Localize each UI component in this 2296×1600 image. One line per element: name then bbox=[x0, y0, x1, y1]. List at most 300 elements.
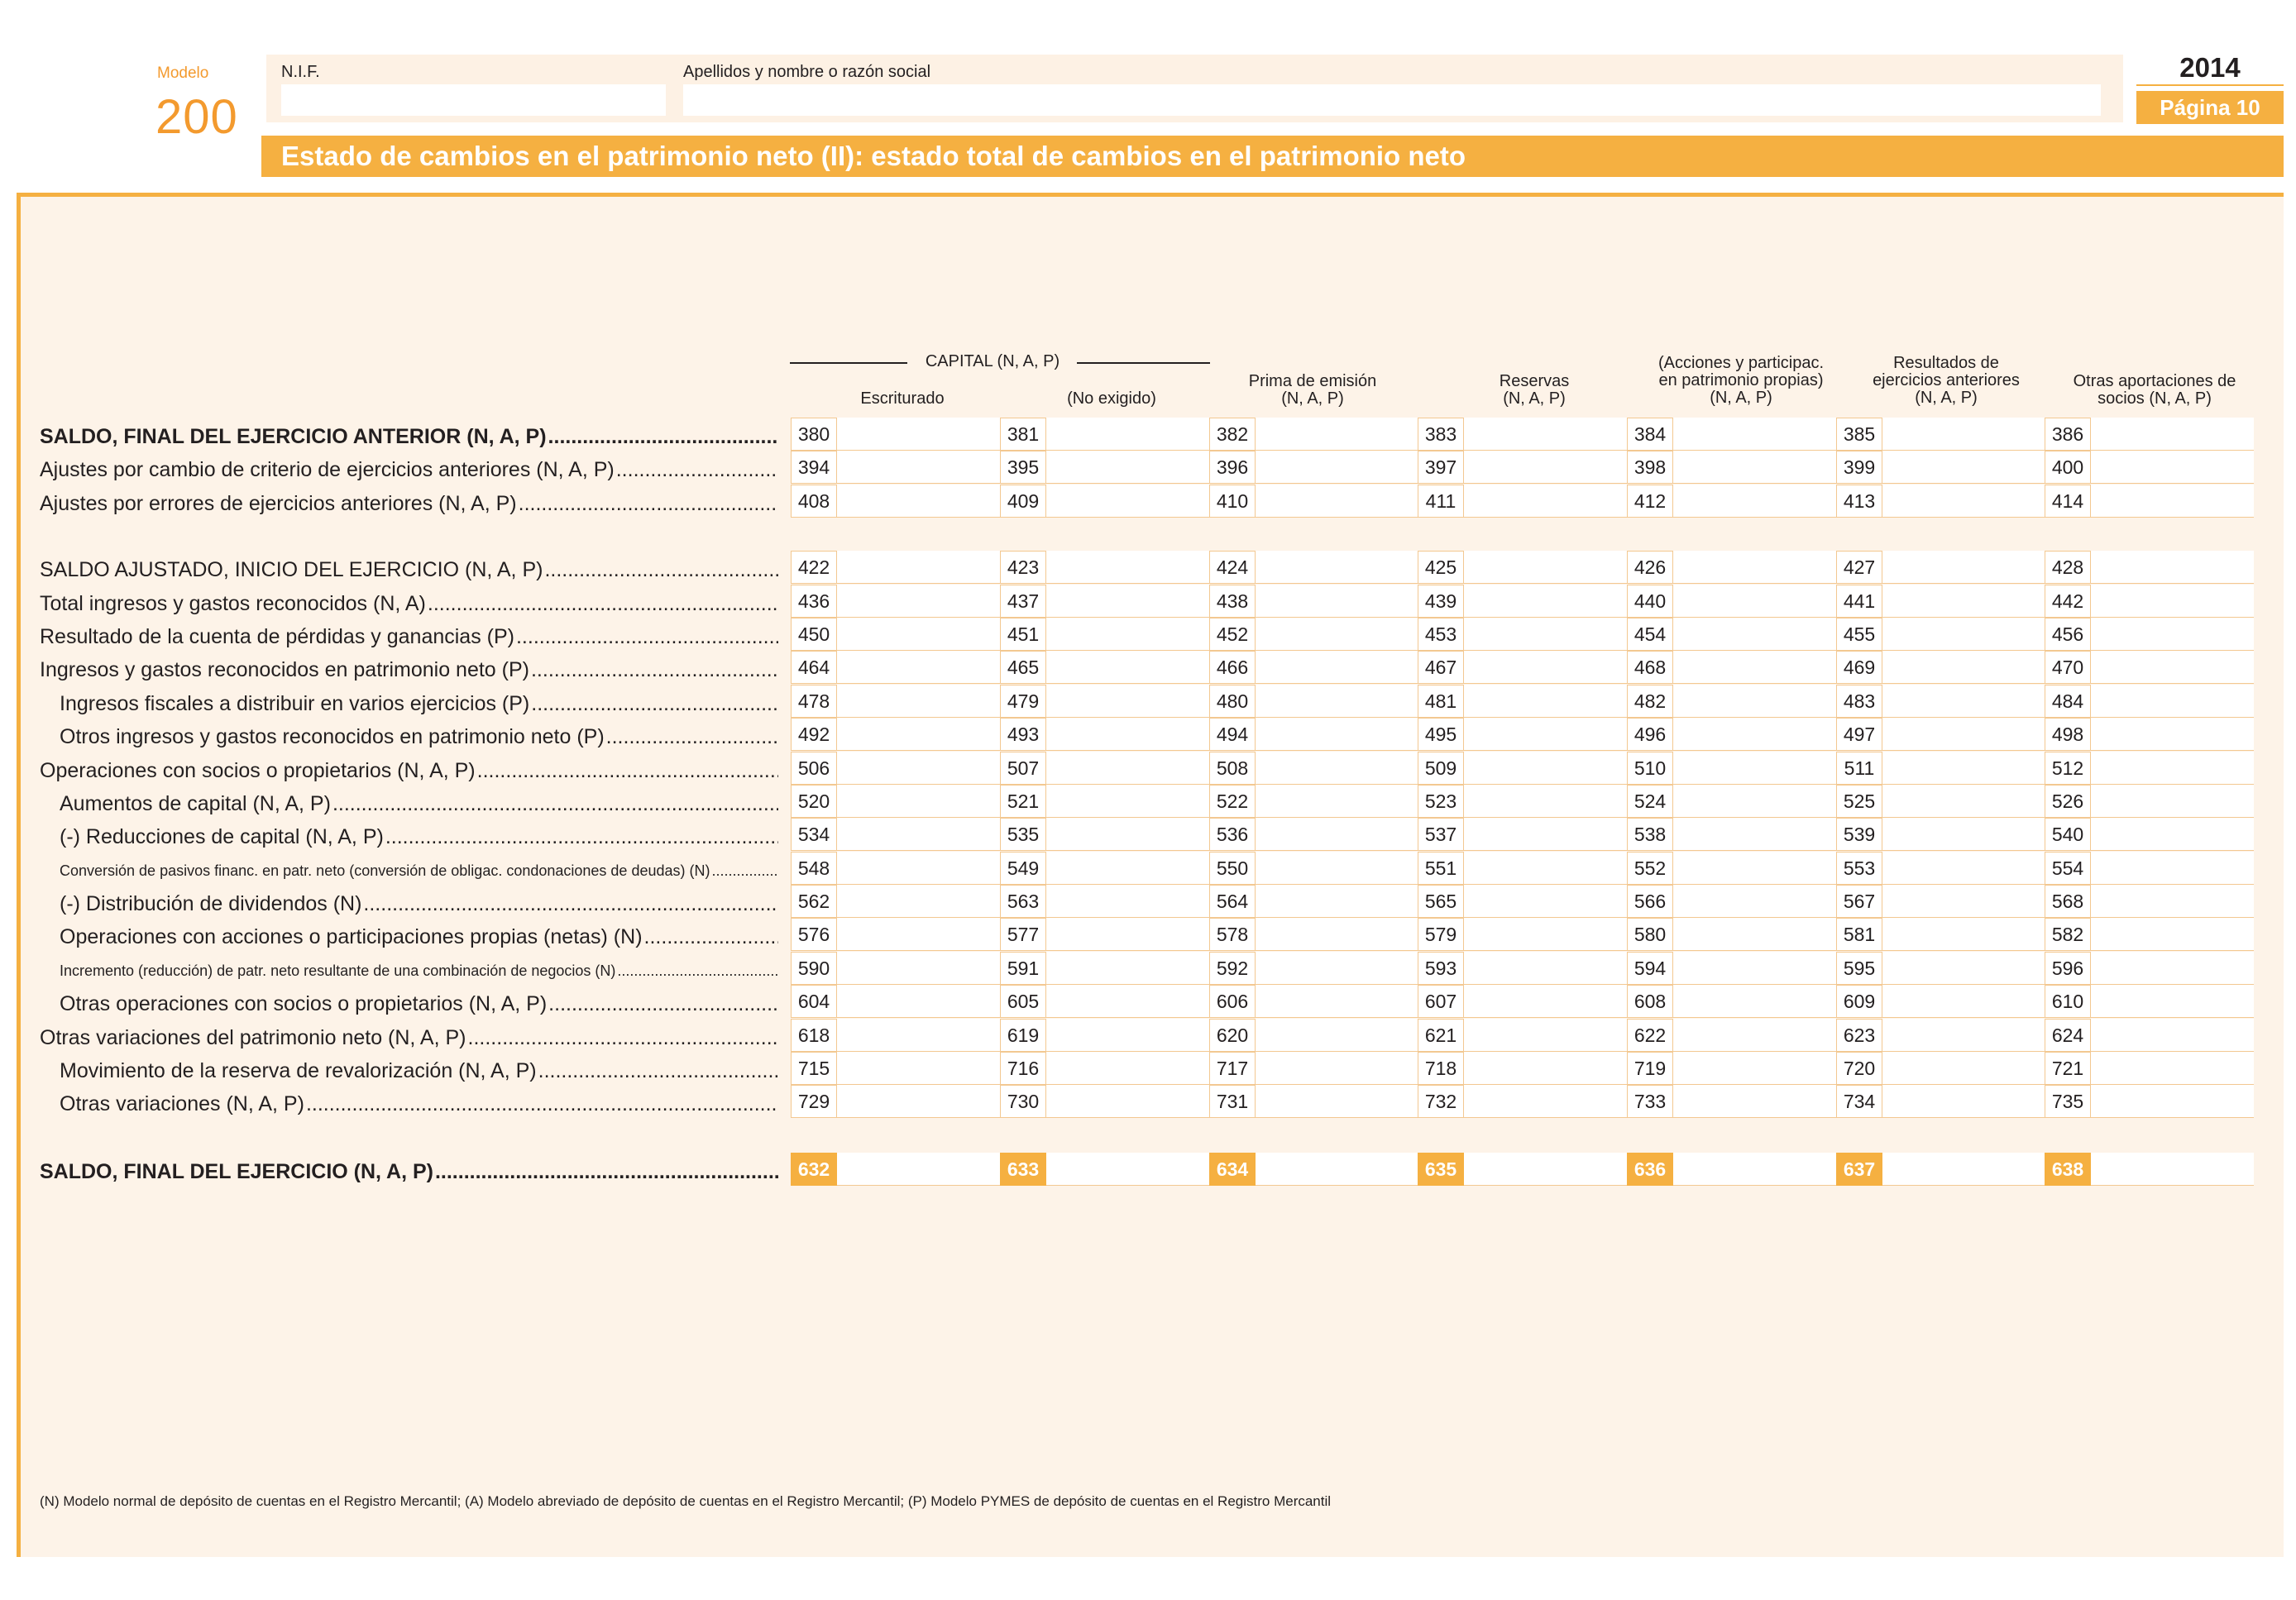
nif-label: N.I.F. bbox=[281, 63, 320, 81]
row-label-text: Otras operaciones con socios o propietarios (N, A, P) bbox=[60, 992, 548, 1015]
amount-field[interactable] bbox=[1418, 852, 1627, 885]
box-code: 592 bbox=[1209, 952, 1256, 985]
amount-field[interactable] bbox=[791, 952, 1000, 985]
box-code: 622 bbox=[1627, 1019, 1673, 1052]
box-code: 554 bbox=[2045, 852, 2091, 885]
leader-dots bbox=[428, 591, 778, 616]
row-label bbox=[40, 557, 778, 582]
column-header-escriturado bbox=[791, 390, 1014, 408]
amount-field[interactable] bbox=[1627, 451, 1836, 484]
box-code: 609 bbox=[1836, 985, 1882, 1018]
box-code: 539 bbox=[1836, 818, 1882, 851]
amount-field[interactable] bbox=[1000, 752, 1209, 785]
row-label-text: Otros ingresos y gastos reconocidos en patrimonio neto (P) bbox=[60, 725, 605, 748]
amount-field[interactable] bbox=[2045, 785, 2254, 818]
leader-dots bbox=[544, 557, 778, 582]
amount-field[interactable] bbox=[1000, 585, 1209, 618]
amount-field[interactable] bbox=[2045, 451, 2254, 484]
amount-field[interactable] bbox=[1836, 451, 2045, 484]
amount-field[interactable] bbox=[1418, 1153, 1627, 1186]
amount-field[interactable] bbox=[1209, 685, 1418, 718]
row-label bbox=[40, 1025, 778, 1050]
amount-field[interactable] bbox=[1836, 418, 2045, 451]
capital-rule-right bbox=[1077, 362, 1210, 364]
amount-field[interactable] bbox=[1627, 952, 1836, 985]
amount-field[interactable] bbox=[1000, 785, 1209, 818]
amount-field[interactable] bbox=[1836, 985, 2045, 1018]
amount-field[interactable] bbox=[791, 985, 1000, 1018]
amount-field[interactable] bbox=[1418, 718, 1627, 751]
amount-field[interactable] bbox=[791, 651, 1000, 684]
amount-field[interactable] bbox=[1000, 818, 1209, 851]
box-code: 400 bbox=[2045, 451, 2091, 484]
amount-field[interactable] bbox=[1627, 585, 1836, 618]
box-code: 381 bbox=[1000, 418, 1046, 451]
box-code: 718 bbox=[1418, 1052, 1464, 1085]
amount-field[interactable] bbox=[1836, 952, 2045, 985]
box-code: 380 bbox=[791, 418, 837, 451]
column-header-acciones bbox=[1634, 355, 1849, 407]
amount-field[interactable] bbox=[1209, 618, 1418, 651]
amount-field[interactable] bbox=[1836, 685, 2045, 718]
amount-field[interactable] bbox=[2045, 685, 2254, 718]
header-line: (N, A, P) bbox=[1281, 389, 1344, 408]
amount-field[interactable] bbox=[2045, 852, 2254, 885]
nif-field[interactable] bbox=[281, 84, 666, 116]
column-header-prima bbox=[1209, 373, 1416, 408]
amount-field[interactable] bbox=[1627, 685, 1836, 718]
box-code: 512 bbox=[2045, 752, 2091, 785]
amount-field[interactable] bbox=[1209, 1153, 1418, 1186]
amount-field[interactable] bbox=[1836, 785, 2045, 818]
box-code: 523 bbox=[1418, 785, 1464, 818]
box-code: 729 bbox=[791, 1085, 837, 1118]
amount-field[interactable] bbox=[1000, 651, 1209, 684]
amount-field[interactable] bbox=[1209, 651, 1418, 684]
box-code: 437 bbox=[1000, 585, 1046, 618]
amount-field[interactable] bbox=[2045, 551, 2254, 584]
amount-field[interactable] bbox=[1627, 551, 1836, 584]
box-code: 498 bbox=[2045, 718, 2091, 751]
leader-dots bbox=[363, 891, 778, 916]
amount-field[interactable] bbox=[2045, 1085, 2254, 1118]
box-code: 717 bbox=[1209, 1052, 1256, 1085]
box-code: 568 bbox=[2045, 885, 2091, 918]
box-code: 511 bbox=[1836, 752, 1882, 785]
amount-field[interactable] bbox=[1627, 918, 1836, 951]
box-code: 619 bbox=[1000, 1019, 1046, 1052]
box-code: 469 bbox=[1836, 651, 1882, 684]
amount-field[interactable] bbox=[1209, 1019, 1418, 1052]
box-code: 451 bbox=[1000, 618, 1046, 651]
amount-field[interactable] bbox=[1000, 685, 1209, 718]
amount-field[interactable] bbox=[1418, 451, 1627, 484]
amount-field[interactable] bbox=[1836, 551, 2045, 584]
amount-field[interactable] bbox=[1000, 551, 1209, 584]
box-code: 582 bbox=[2045, 918, 2091, 951]
box-code: 424 bbox=[1209, 551, 1256, 584]
amount-field[interactable] bbox=[791, 418, 1000, 451]
box-code: 410 bbox=[1209, 485, 1256, 518]
amount-field[interactable] bbox=[791, 918, 1000, 951]
box-code: 422 bbox=[791, 551, 837, 584]
header-line: socios (N, A, P) bbox=[2097, 389, 2212, 408]
amount-field[interactable] bbox=[1836, 1085, 2045, 1118]
amount-field[interactable] bbox=[1627, 1153, 1836, 1186]
amount-field[interactable] bbox=[1418, 1052, 1627, 1085]
amount-field[interactable] bbox=[1209, 785, 1418, 818]
box-code: 635 bbox=[1418, 1153, 1464, 1186]
amount-field[interactable] bbox=[1209, 718, 1418, 751]
amount-field[interactable] bbox=[2045, 885, 2254, 918]
amount-field[interactable] bbox=[791, 1052, 1000, 1085]
amount-field[interactable] bbox=[1209, 551, 1418, 584]
amount-field[interactable] bbox=[1418, 551, 1627, 584]
amount-field[interactable] bbox=[2045, 651, 2254, 684]
box-code: 581 bbox=[1836, 918, 1882, 951]
amount-field[interactable] bbox=[1000, 418, 1209, 451]
amount-field[interactable] bbox=[1627, 985, 1836, 1018]
row-label-text: Movimiento de la reserva de revalorización (N, A, P) bbox=[60, 1059, 537, 1082]
box-code: 580 bbox=[1627, 918, 1673, 951]
amount-field[interactable] bbox=[1209, 585, 1418, 618]
amount-field[interactable] bbox=[1209, 485, 1418, 518]
amount-field[interactable] bbox=[1209, 985, 1418, 1018]
amount-field[interactable] bbox=[791, 1153, 1000, 1186]
amount-field[interactable] bbox=[1627, 852, 1836, 885]
header-line: en patrimonio propias) bbox=[1658, 371, 1824, 389]
amount-field[interactable] bbox=[1209, 852, 1418, 885]
box-code: 594 bbox=[1627, 952, 1673, 985]
amount-field[interactable] bbox=[791, 585, 1000, 618]
row-label-text: Ajustes por errores de ejercicios anteriores (N, A, P) bbox=[40, 492, 517, 515]
header-line: Resultados de bbox=[1893, 354, 1999, 372]
leader-dots bbox=[538, 1058, 778, 1083]
amount-field[interactable] bbox=[1418, 785, 1627, 818]
box-code: 493 bbox=[1000, 718, 1046, 751]
amount-field[interactable] bbox=[1000, 451, 1209, 484]
amount-field[interactable] bbox=[1418, 918, 1627, 951]
box-code: 427 bbox=[1836, 551, 1882, 584]
box-code: 553 bbox=[1836, 852, 1882, 885]
leader-dots bbox=[435, 1159, 778, 1184]
box-code: 596 bbox=[2045, 952, 2091, 985]
box-code: 479 bbox=[1000, 685, 1046, 718]
amount-field[interactable] bbox=[1000, 485, 1209, 518]
amount-field[interactable] bbox=[791, 685, 1000, 718]
box-code: 621 bbox=[1418, 1019, 1464, 1052]
row-label bbox=[60, 691, 778, 716]
box-code: 466 bbox=[1209, 651, 1256, 684]
box-code: 510 bbox=[1627, 752, 1673, 785]
amount-field[interactable] bbox=[2045, 918, 2254, 951]
box-code: 593 bbox=[1418, 952, 1464, 985]
box-code: 730 bbox=[1000, 1085, 1046, 1118]
box-code: 618 bbox=[791, 1019, 837, 1052]
box-code: 522 bbox=[1209, 785, 1256, 818]
row-label bbox=[40, 591, 778, 616]
row-label bbox=[60, 858, 778, 883]
amount-field[interactable] bbox=[1000, 918, 1209, 951]
box-code: 719 bbox=[1627, 1052, 1673, 1085]
amount-field[interactable] bbox=[1836, 1153, 2045, 1186]
box-code: 395 bbox=[1000, 451, 1046, 484]
amount-field[interactable] bbox=[791, 818, 1000, 851]
amount-field[interactable] bbox=[1418, 1085, 1627, 1118]
amount-field[interactable] bbox=[791, 485, 1000, 518]
amount-field[interactable] bbox=[791, 885, 1000, 918]
row-label-text: (-) Distribución de dividendos (N) bbox=[60, 892, 362, 915]
row-label bbox=[60, 891, 778, 916]
amount-field[interactable] bbox=[1627, 752, 1836, 785]
box-code: 382 bbox=[1209, 418, 1256, 451]
row-label-text: SALDO, FINAL DEL EJERCICIO ANTERIOR (N, A, P) bbox=[40, 425, 547, 448]
amount-field[interactable] bbox=[2045, 618, 2254, 651]
amount-field[interactable] bbox=[1418, 585, 1627, 618]
box-code: 534 bbox=[791, 818, 837, 851]
amount-field[interactable] bbox=[1000, 1153, 1209, 1186]
box-code: 567 bbox=[1836, 885, 1882, 918]
box-code: 467 bbox=[1418, 651, 1464, 684]
amount-field[interactable] bbox=[1418, 752, 1627, 785]
box-code: 637 bbox=[1836, 1153, 1882, 1186]
amount-field[interactable] bbox=[791, 451, 1000, 484]
amount-field[interactable] bbox=[1000, 952, 1209, 985]
year: 2014 bbox=[2179, 52, 2241, 83]
amount-field[interactable] bbox=[2045, 952, 2254, 985]
box-code: 604 bbox=[791, 985, 837, 1018]
amount-field[interactable] bbox=[1627, 718, 1836, 751]
box-code: 508 bbox=[1209, 752, 1256, 785]
box-code: 524 bbox=[1627, 785, 1673, 818]
amount-field[interactable] bbox=[2045, 752, 2254, 785]
leader-dots bbox=[332, 791, 778, 816]
amount-field[interactable] bbox=[1000, 1052, 1209, 1085]
box-code: 439 bbox=[1418, 585, 1464, 618]
amount-field[interactable] bbox=[1627, 1052, 1836, 1085]
row-label bbox=[60, 724, 778, 749]
amount-field[interactable] bbox=[1209, 418, 1418, 451]
amount-field[interactable] bbox=[1209, 1085, 1418, 1118]
amount-field[interactable] bbox=[1627, 1085, 1836, 1118]
row-label-text: Incremento (reducción) de patr. neto resultante de una combinación de negocios (N) bbox=[60, 962, 616, 979]
amount-field[interactable] bbox=[791, 1019, 1000, 1052]
header-line: (N, A, P) bbox=[1710, 389, 1772, 407]
amount-field[interactable] bbox=[1209, 885, 1418, 918]
amount-field[interactable] bbox=[1209, 451, 1418, 484]
amount-field[interactable] bbox=[2045, 1153, 2254, 1186]
amount-field[interactable] bbox=[791, 551, 1000, 584]
box-code: 399 bbox=[1836, 451, 1882, 484]
box-code: 537 bbox=[1418, 818, 1464, 851]
box-code: 497 bbox=[1836, 718, 1882, 751]
amount-field[interactable] bbox=[791, 718, 1000, 751]
amount-field[interactable] bbox=[1627, 651, 1836, 684]
amount-field[interactable] bbox=[1418, 651, 1627, 684]
header-line: Otras aportaciones de bbox=[2073, 372, 2236, 390]
box-code: 576 bbox=[791, 918, 837, 951]
amount-field[interactable] bbox=[1209, 1052, 1418, 1085]
amount-field[interactable] bbox=[1000, 1085, 1209, 1118]
amount-field[interactable] bbox=[1836, 918, 2045, 951]
box-code: 492 bbox=[791, 718, 837, 751]
row-label-text: Ingresos fiscales a distribuir en varios ejercicios (P) bbox=[60, 692, 530, 715]
box-code: 484 bbox=[2045, 685, 2091, 718]
amount-field[interactable] bbox=[2045, 1052, 2254, 1085]
amount-field[interactable] bbox=[2045, 985, 2254, 1018]
box-code: 506 bbox=[791, 752, 837, 785]
box-code: 456 bbox=[2045, 618, 2091, 651]
row-label bbox=[60, 824, 778, 849]
box-code: 483 bbox=[1836, 685, 1882, 718]
amount-field[interactable] bbox=[1418, 818, 1627, 851]
amount-field[interactable] bbox=[1000, 885, 1209, 918]
box-code: 538 bbox=[1627, 818, 1673, 851]
header-line: (N, A, P) bbox=[1503, 389, 1566, 408]
box-code: 509 bbox=[1418, 752, 1464, 785]
amount-field[interactable] bbox=[2045, 718, 2254, 751]
amount-field[interactable] bbox=[1836, 485, 2045, 518]
box-code: 455 bbox=[1836, 618, 1882, 651]
box-code: 606 bbox=[1209, 985, 1256, 1018]
leader-dots bbox=[468, 1025, 778, 1050]
amount-field[interactable] bbox=[1836, 1019, 2045, 1052]
amount-field[interactable] bbox=[1836, 752, 2045, 785]
box-code: 551 bbox=[1418, 852, 1464, 885]
leader-dots bbox=[617, 958, 778, 983]
box-code: 394 bbox=[791, 451, 837, 484]
amount-field[interactable] bbox=[1627, 785, 1836, 818]
row-label bbox=[60, 1058, 778, 1083]
amount-field[interactable] bbox=[1418, 418, 1627, 451]
modelo-label: Modelo bbox=[157, 64, 209, 82]
row-label-text: Resultado de la cuenta de pérdidas y ganancias (P) bbox=[40, 625, 514, 648]
box-code: 579 bbox=[1418, 918, 1464, 951]
amount-field[interactable] bbox=[1418, 485, 1627, 518]
amount-field[interactable] bbox=[2045, 818, 2254, 851]
box-code: 482 bbox=[1627, 685, 1673, 718]
box-code: 452 bbox=[1209, 618, 1256, 651]
amount-field[interactable] bbox=[791, 852, 1000, 885]
box-code: 549 bbox=[1000, 852, 1046, 885]
column-header-reservas bbox=[1431, 373, 1638, 408]
amount-field[interactable] bbox=[1418, 985, 1627, 1018]
amount-field[interactable] bbox=[1418, 618, 1627, 651]
amount-field[interactable] bbox=[1000, 985, 1209, 1018]
leader-dots bbox=[711, 858, 778, 883]
amount-field[interactable] bbox=[1836, 818, 2045, 851]
amount-field[interactable] bbox=[1836, 718, 2045, 751]
box-code: 436 bbox=[791, 585, 837, 618]
amount-field[interactable] bbox=[1418, 1019, 1627, 1052]
amount-field[interactable] bbox=[1836, 852, 2045, 885]
box-code: 550 bbox=[1209, 852, 1256, 885]
amount-field[interactable] bbox=[791, 785, 1000, 818]
amount-field[interactable] bbox=[1209, 952, 1418, 985]
box-code: 540 bbox=[2045, 818, 2091, 851]
amount-field[interactable] bbox=[1000, 718, 1209, 751]
row-label bbox=[60, 991, 778, 1016]
box-code: 398 bbox=[1627, 451, 1673, 484]
footnote: (N) Modelo normal de depósito de cuentas en el Registro Mercantil; (A) Modelo abreviado de depósito de cuentas en el Registro Mercantil; (P) Modelo PYMES de depósito de cuentas en el Registro Mercantil bbox=[40, 1493, 1332, 1509]
amount-field[interactable] bbox=[1627, 1019, 1836, 1052]
box-code: 620 bbox=[1209, 1019, 1256, 1052]
amount-field[interactable] bbox=[1209, 918, 1418, 951]
box-code: 496 bbox=[1627, 718, 1673, 751]
leader-dots bbox=[548, 991, 778, 1016]
box-code: 470 bbox=[2045, 651, 2091, 684]
box-code: 565 bbox=[1418, 885, 1464, 918]
header-line: Reservas bbox=[1499, 372, 1570, 390]
box-code: 605 bbox=[1000, 985, 1046, 1018]
amount-field[interactable] bbox=[1418, 952, 1627, 985]
amount-field[interactable] bbox=[1418, 685, 1627, 718]
amount-field[interactable] bbox=[1000, 618, 1209, 651]
amount-field[interactable] bbox=[1627, 418, 1836, 451]
column-header-resultados bbox=[1839, 355, 2054, 407]
amount-field[interactable] bbox=[1209, 818, 1418, 851]
box-code: 590 bbox=[791, 952, 837, 985]
amount-field[interactable] bbox=[791, 752, 1000, 785]
row-label bbox=[40, 758, 778, 783]
header-line: (Acciones y participac. bbox=[1657, 354, 1825, 372]
amount-field[interactable] bbox=[1418, 885, 1627, 918]
amount-field[interactable] bbox=[2045, 485, 2254, 518]
amount-field[interactable] bbox=[1836, 651, 2045, 684]
amount-field[interactable] bbox=[1836, 585, 2045, 618]
box-code: 423 bbox=[1000, 551, 1046, 584]
amount-field[interactable] bbox=[2045, 418, 2254, 451]
box-code: 525 bbox=[1836, 785, 1882, 818]
amount-field[interactable] bbox=[1627, 818, 1836, 851]
amount-field[interactable] bbox=[1000, 1019, 1209, 1052]
name-field[interactable] bbox=[683, 84, 2101, 116]
amount-field[interactable] bbox=[2045, 585, 2254, 618]
box-code: 734 bbox=[1836, 1085, 1882, 1118]
amount-field[interactable] bbox=[1627, 885, 1836, 918]
header-line: (N, A, P) bbox=[1915, 389, 1978, 407]
box-code: 732 bbox=[1418, 1085, 1464, 1118]
box-code: 721 bbox=[2045, 1052, 2091, 1085]
header-line: ejercicios anteriores bbox=[1873, 371, 2020, 389]
row-label-text: Ajustes por cambio de criterio de ejercicios anteriores (N, A, P) bbox=[40, 458, 615, 481]
box-code: 608 bbox=[1627, 985, 1673, 1018]
box-code: 494 bbox=[1209, 718, 1256, 751]
box-code: 521 bbox=[1000, 785, 1046, 818]
amount-field[interactable] bbox=[1000, 852, 1209, 885]
amount-field[interactable] bbox=[791, 1085, 1000, 1118]
box-code: 454 bbox=[1627, 618, 1673, 651]
box-code: 607 bbox=[1418, 985, 1464, 1018]
amount-field[interactable] bbox=[1836, 885, 2045, 918]
row-label bbox=[40, 624, 778, 649]
box-code: 414 bbox=[2045, 485, 2091, 518]
amount-field[interactable] bbox=[1627, 485, 1836, 518]
amount-field[interactable] bbox=[791, 618, 1000, 651]
row-label-text: Otras variaciones del patrimonio neto (N, A, P) bbox=[40, 1026, 466, 1049]
amount-field[interactable] bbox=[1836, 618, 2045, 651]
box-code: 425 bbox=[1418, 551, 1464, 584]
capital-group-header: CAPITAL (N, A, P) bbox=[925, 352, 1060, 370]
amount-field[interactable] bbox=[1627, 618, 1836, 651]
amount-field[interactable] bbox=[1836, 1052, 2045, 1085]
box-code: 440 bbox=[1627, 585, 1673, 618]
amount-field[interactable] bbox=[2045, 1019, 2254, 1052]
box-code: 632 bbox=[791, 1153, 837, 1186]
amount-field[interactable] bbox=[1209, 752, 1418, 785]
leader-dots bbox=[606, 724, 778, 749]
row-label-text: Total ingresos y gastos reconocidos (N, A) bbox=[40, 592, 426, 615]
